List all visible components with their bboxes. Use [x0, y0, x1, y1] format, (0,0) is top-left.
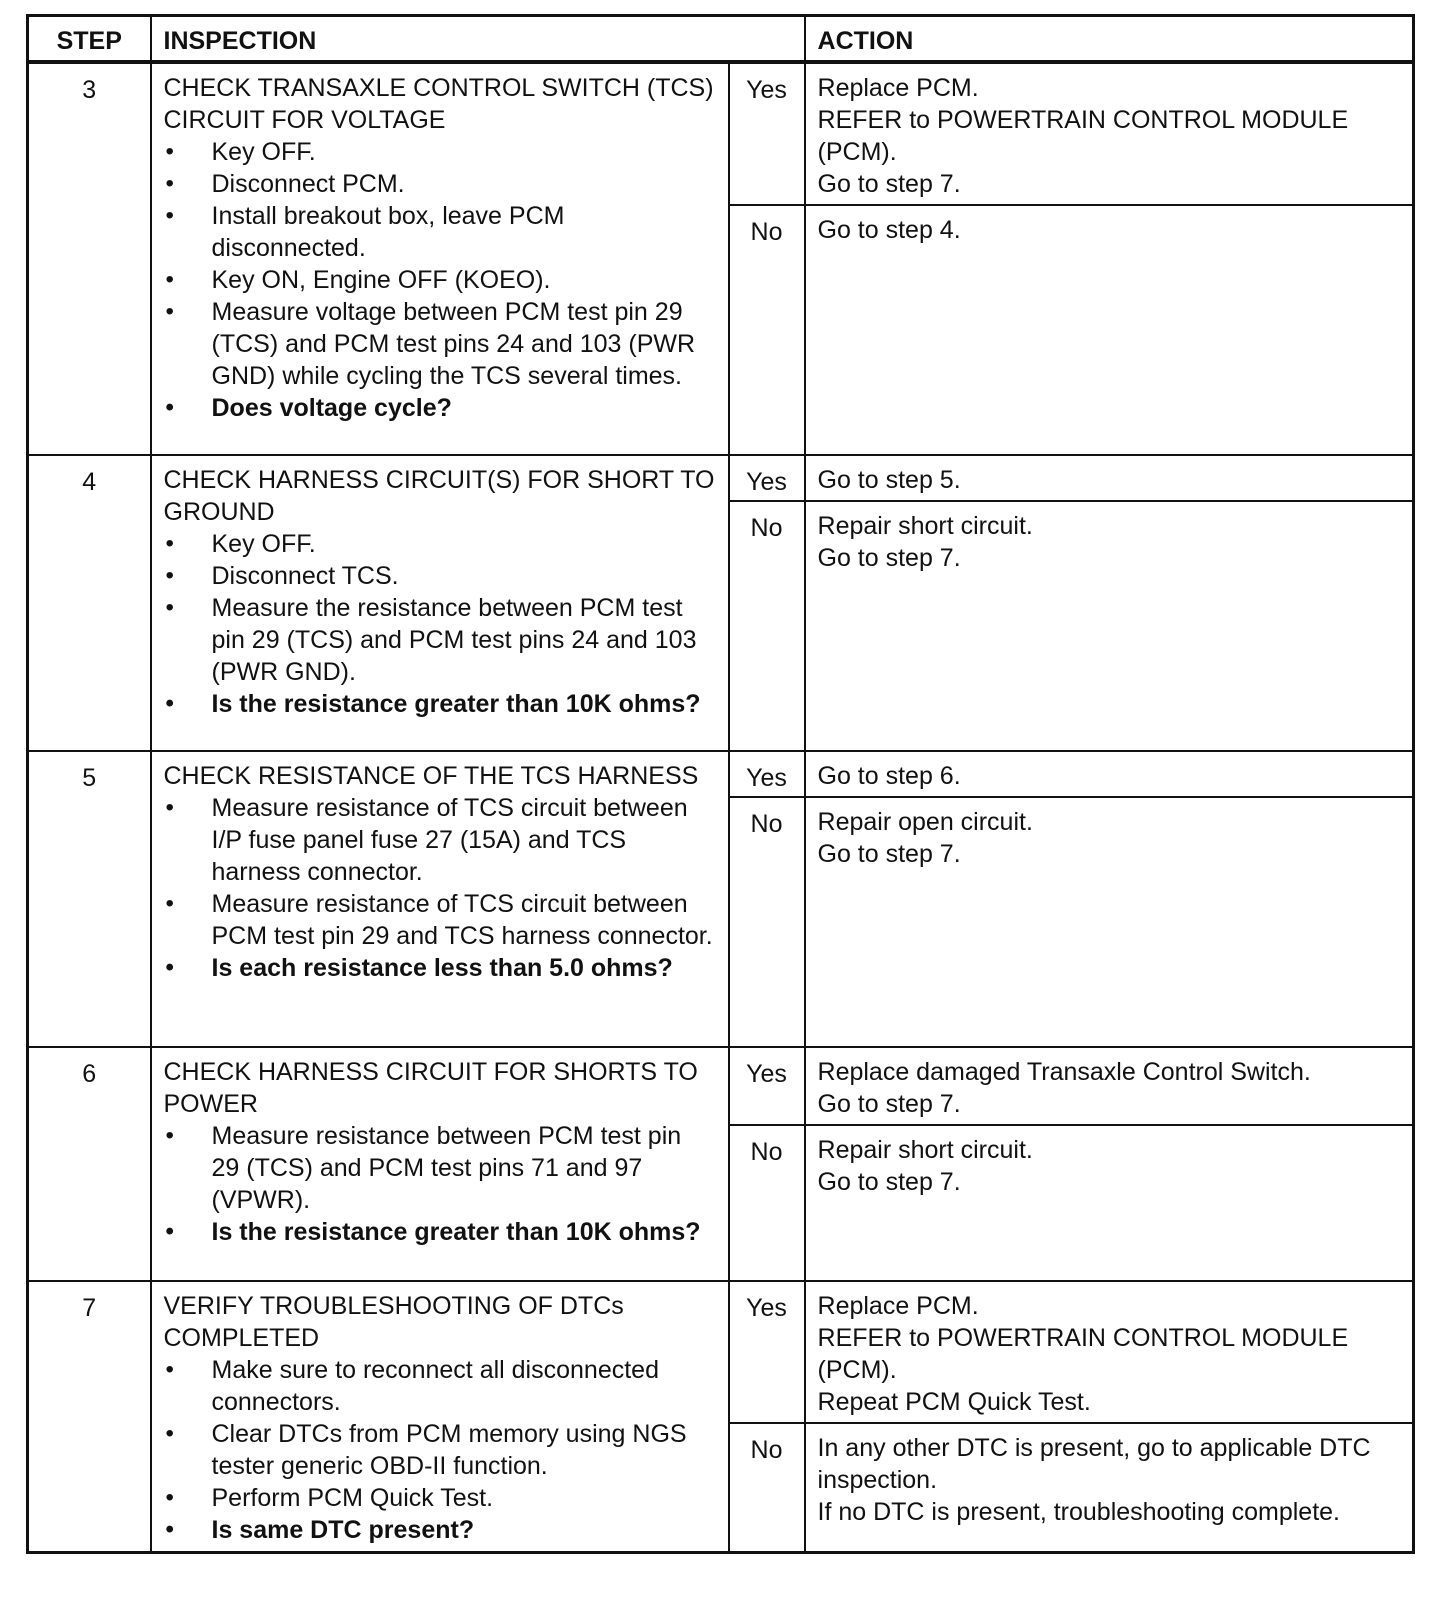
inspection-bullet: • Perform PCM Quick Test. [164, 1482, 716, 1514]
action-line: Go to step 5. [817, 465, 961, 494]
action-line: Go to step 7. [817, 839, 961, 868]
action-line: Go to step 4. [817, 215, 961, 244]
table-row [28, 455, 1414, 501]
diagnostic-table [26, 14, 1415, 1554]
inspection-bullet: • Measure the resistance between PCM test pin 29 (TCS) and PCM test pins 24 and 103 (PWR GND). [164, 592, 716, 688]
no-label: No [729, 797, 805, 1047]
header-row [28, 16, 1414, 62]
step-number: 6 [28, 1047, 151, 1281]
inspection-bullet: • Key OFF. [164, 136, 716, 168]
no-action [805, 501, 1414, 751]
action-line: Replace PCM. [817, 73, 979, 102]
step-number: 4 [28, 455, 151, 751]
no-action [805, 797, 1414, 1047]
no-label: No [729, 1125, 805, 1281]
yes-action [805, 751, 1414, 797]
inspection-cell [151, 751, 729, 1047]
inspection-bullet: • Install breakout box, leave PCM disconnected. [164, 200, 716, 264]
step-number: 7 [28, 1281, 151, 1553]
inspection-cell [151, 62, 729, 455]
yes-label: Yes [729, 62, 805, 205]
no-action [805, 205, 1414, 455]
action-line: Repair short circuit. [817, 1135, 1033, 1164]
no-action [805, 1125, 1414, 1281]
inspection-question: • Is same DTC present? [164, 1514, 716, 1546]
action-line: Go to step 7. [817, 543, 961, 572]
action-line: Repair open circuit. [817, 807, 1033, 836]
inspection-title: CHECK HARNESS CIRCUIT FOR SHORTS TO POWER [163, 1057, 698, 1118]
inspection-question: • Is each resistance less than 5.0 ohms? [164, 952, 716, 984]
inspection-bullet: • Measure voltage between PCM test pin 29 (TCS) and PCM test pins 24 and 103 (PWR GND) while cycling the TCS several times. [164, 296, 716, 392]
inspection-bullets [164, 136, 716, 424]
yes-action [805, 1047, 1414, 1125]
action-line: Repair short circuit. [817, 511, 1033, 540]
action-line: Go to step 7. [817, 1167, 961, 1196]
yes-label: Yes [729, 1281, 805, 1423]
inspection-bullets [164, 792, 716, 984]
inspection-title: VERIFY TROUBLESHOOTING OF DTCs COMPLETED [163, 1291, 624, 1352]
inspection-cell [151, 455, 729, 751]
inspection-question: • Does voltage cycle? [164, 392, 716, 424]
inspection-question: • Is the resistance greater than 10K ohms? [164, 1216, 716, 1248]
action-line: In any other DTC is present, go to applicable DTC inspection. [817, 1433, 1371, 1494]
yes-action [805, 1281, 1414, 1423]
action-line: REFER to POWERTRAIN CONTROL MODULE (PCM). [817, 1323, 1349, 1384]
table-body [28, 62, 1414, 1553]
inspection-bullet: • Clear DTCs from PCM memory using NGS tester generic OBD-II function. [164, 1418, 716, 1482]
inspection-bullet: • Disconnect TCS. [164, 560, 716, 592]
inspection-bullet: • Key ON, Engine OFF (KOEO). [164, 264, 716, 296]
action-line: Go to step 7. [817, 169, 961, 198]
yes-label: Yes [729, 455, 805, 501]
step-number: 5 [28, 751, 151, 1047]
no-action [805, 1423, 1414, 1553]
table-row [28, 1281, 1414, 1423]
yes-action [805, 62, 1414, 205]
header-step: STEP [28, 16, 151, 62]
inspection-title: CHECK HARNESS CIRCUIT(S) FOR SHORT TO GROUND [163, 465, 715, 526]
action-line: If no DTC is present, troubleshooting complete. [817, 1497, 1341, 1526]
inspection-title: CHECK RESISTANCE OF THE TCS HARNESS [163, 761, 699, 790]
action-line: Go to step 6. [817, 761, 961, 790]
inspection-title: CHECK TRANSAXLE CONTROL SWITCH (TCS) CIRCUIT FOR VOLTAGE [163, 73, 714, 134]
inspection-bullet: • Key OFF. [164, 528, 716, 560]
no-label: No [729, 1423, 805, 1553]
header-inspection: INSPECTION [151, 16, 805, 62]
action-line: Go to step 7. [817, 1089, 961, 1118]
inspection-cell [151, 1281, 729, 1553]
inspection-bullet: • Measure resistance of TCS circuit between I/P fuse panel fuse 27 (15A) and TCS harness connector. [164, 792, 716, 888]
yes-label: Yes [729, 751, 805, 797]
inspection-cell [151, 1047, 729, 1281]
yes-action [805, 455, 1414, 501]
action-line: Replace damaged Transaxle Control Switch. [817, 1057, 1311, 1086]
action-line: Replace PCM. [817, 1291, 979, 1320]
action-line: REFER to POWERTRAIN CONTROL MODULE (PCM). [817, 105, 1349, 166]
step-number: 3 [28, 62, 151, 455]
action-line: Repeat PCM Quick Test. [817, 1387, 1091, 1416]
inspection-bullets [164, 528, 716, 720]
inspection-bullet: • Measure resistance of TCS circuit between PCM test pin 29 and TCS harness connector. [164, 888, 716, 952]
inspection-bullets [164, 1354, 716, 1546]
table-row [28, 751, 1414, 797]
header-action: ACTION [805, 16, 1414, 62]
no-label: No [729, 205, 805, 455]
yes-label: Yes [729, 1047, 805, 1125]
inspection-bullets [164, 1120, 716, 1248]
table-row [28, 1047, 1414, 1125]
no-label: No [729, 501, 805, 751]
inspection-question: • Is the resistance greater than 10K ohms? [164, 688, 716, 720]
table-row [28, 62, 1414, 205]
inspection-bullet: • Make sure to reconnect all disconnected connectors. [164, 1354, 716, 1418]
inspection-bullet: • Disconnect PCM. [164, 168, 716, 200]
inspection-bullet: • Measure resistance between PCM test pin 29 (TCS) and PCM test pins 71 and 97 (VPWR). [164, 1120, 716, 1216]
